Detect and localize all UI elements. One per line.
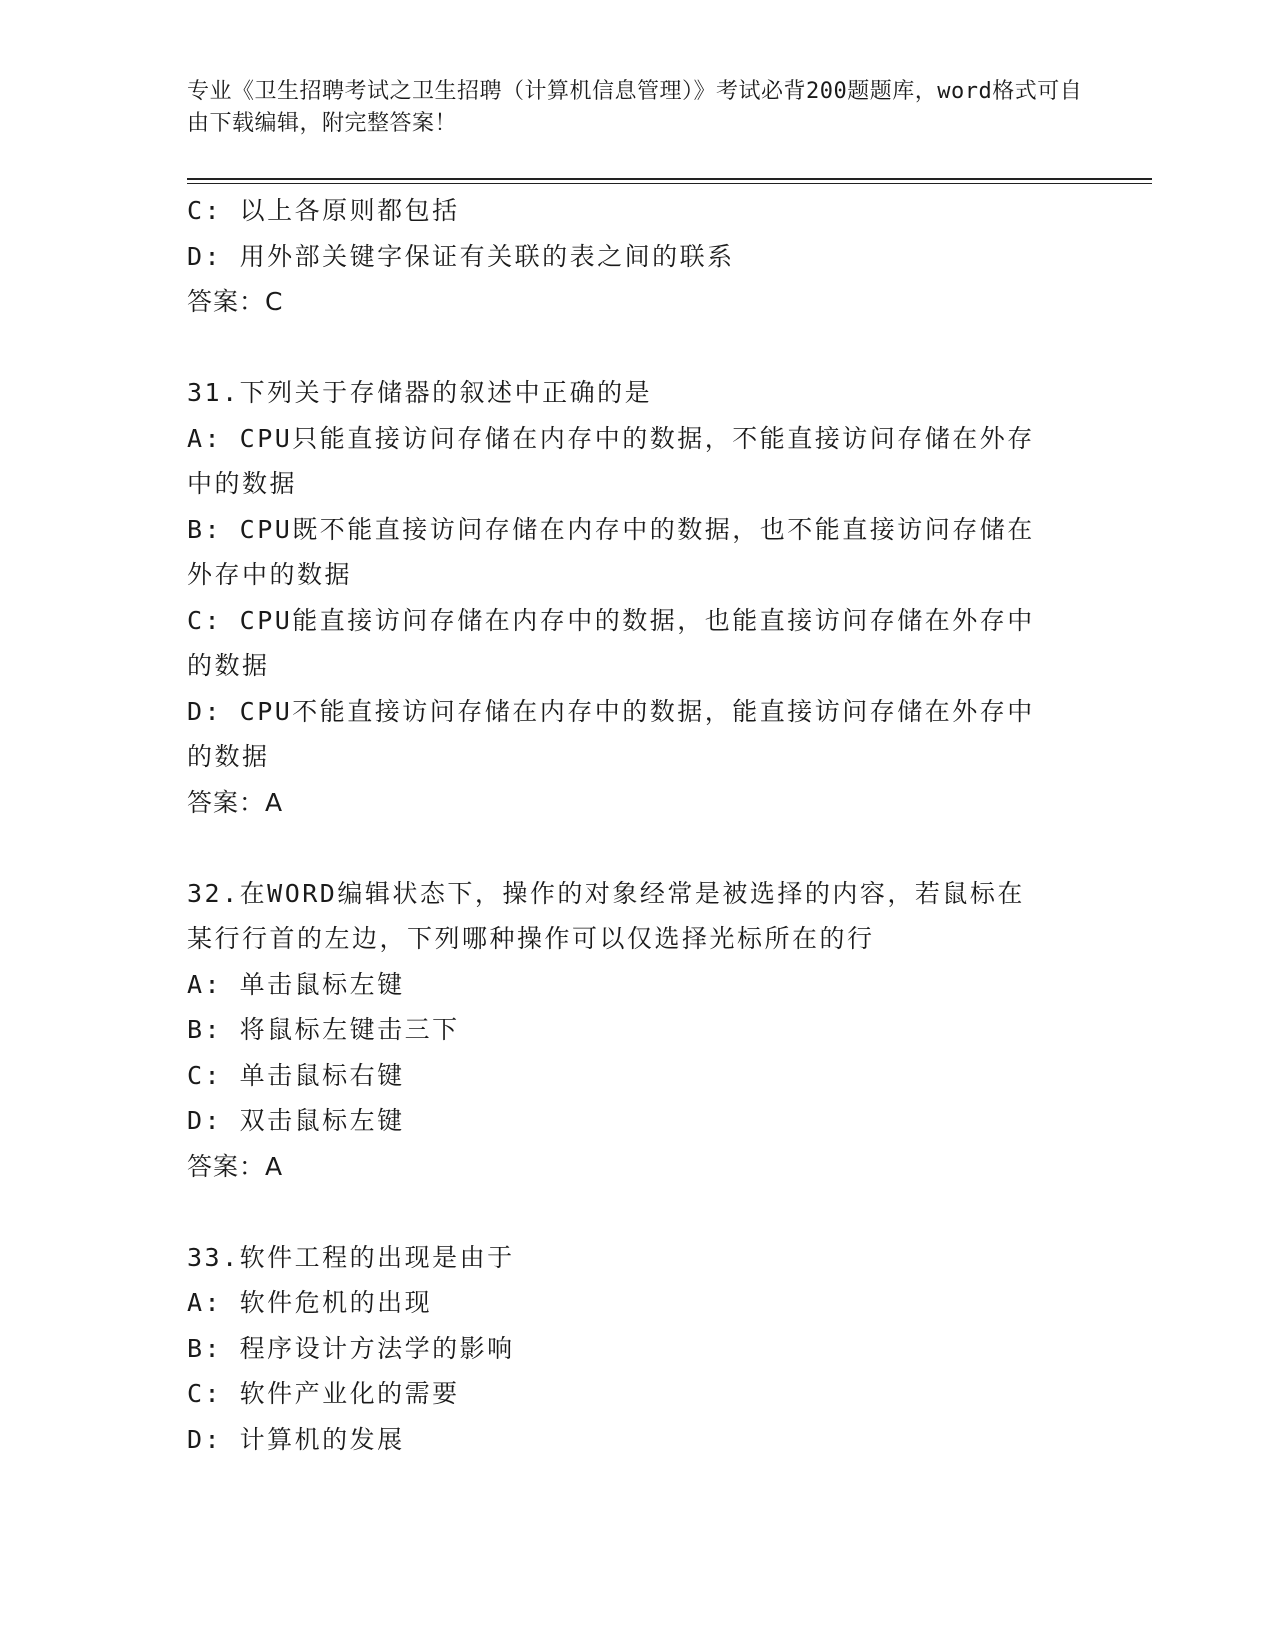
answer-line: 答案：A (187, 1151, 284, 1181)
question-title: 33.软件工程的出现是由于 (187, 1242, 515, 1272)
question-title: 31.下列关于存储器的叙述中正确的是 (187, 378, 653, 407)
option-d: D: CPU不能直接访问存储在内存中的数据，能直接访问存储在外存中 (187, 696, 1035, 726)
option-a: A: 软件危机的出现 (187, 1288, 433, 1317)
option-a-cont: 中的数据 (187, 469, 298, 498)
option-c: C: 单击鼠标右键 (187, 1060, 405, 1090)
question-title: 32.在WORD编辑状态下，操作的对象经常是被选择的内容，若鼠标在 (187, 878, 1025, 908)
question-31 (187, 370, 1067, 825)
option-b: B: CPU既不能直接访问存储在内存中的数据，也不能直接访问存储在 (187, 514, 1035, 544)
option-c-cont: 的数据 (187, 651, 270, 680)
spacer (187, 325, 1067, 371)
page-header (187, 76, 1087, 140)
option-b: B: 将鼠标左键击三下 (187, 1015, 460, 1044)
option-d: D: 用外部关键字保证有关联的表之间的联系 (187, 241, 735, 271)
option-c: C: 软件产业化的需要 (187, 1379, 460, 1408)
option-a: A: CPU只能直接访问存储在内存中的数据，不能直接访问存储在外存 (187, 423, 1035, 453)
question-33 (187, 1235, 1067, 1463)
header-text: 专业《卫生招聘考试之卫生招聘（计算机信息管理）》考试必背200题题库，word格式可自由下载编辑，附完整答案！ (187, 79, 1083, 136)
option-c: C: CPU能直接访问存储在内存中的数据，也能直接访问存储在外存中 (187, 605, 1035, 635)
option-d: D: 双击鼠标左键 (187, 1106, 405, 1135)
prev-question (187, 188, 1067, 325)
option-d-cont: 的数据 (187, 742, 270, 771)
spacer (187, 825, 1067, 871)
option-c: C: 以上各原则都包括 (187, 196, 460, 225)
question-32 (187, 871, 1067, 1190)
option-d: D: 计算机的发展 (187, 1424, 405, 1454)
option-a: A: 单击鼠标左键 (187, 969, 405, 999)
spacer (187, 1189, 1067, 1235)
option-b-cont: 外存中的数据 (187, 560, 353, 589)
header-rule-thin (187, 183, 1152, 184)
option-b: B: 程序设计方法学的影响 (187, 1333, 515, 1363)
answer-line: 答案：A (187, 787, 284, 817)
question-title-cont: 某行行首的左边，下列哪种操作可以仅选择光标所在的行 (187, 924, 875, 953)
header-rule-thick (187, 178, 1152, 180)
answer-line: 答案：C (187, 287, 284, 316)
document-body (187, 188, 1067, 1462)
